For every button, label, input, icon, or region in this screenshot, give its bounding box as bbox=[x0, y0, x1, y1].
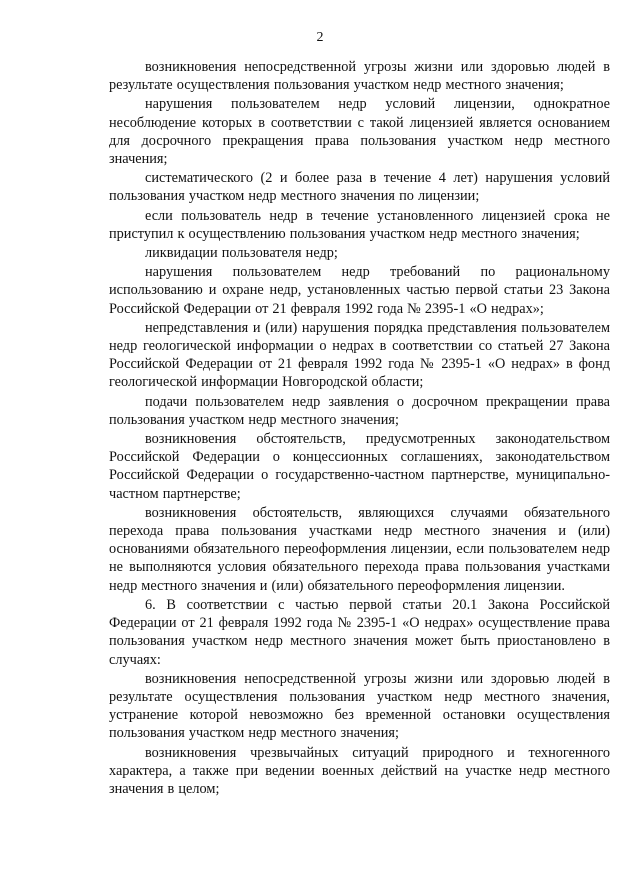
page-number: 2 bbox=[316, 30, 324, 45]
paragraph: возникновения непосредственной угрозы жизни или здоровью людей в результате осуществления пользования участком недр местного значения; bbox=[109, 59, 610, 94]
section-paragraph: 6. В соответствии с частью первой статьи 20.1 Закона Российской Федерации от 21 февраля 1992 года № 2395-1 «О недрах» осуществление права пользования участком недр местного значения может быть приостановлено в случаях: bbox=[109, 596, 610, 668]
paragraph: ликвидации пользователя недр; bbox=[145, 245, 338, 262]
paragraph: возникновения обстоятельств, предусмотренных законодательством Российской Федерации о концессионных соглашениях, законодательством Российской Федерации о государственно-частном партнерстве, муниципально-частном партнерстве; bbox=[109, 431, 610, 502]
paragraph: непредставления и (или) нарушения порядка представления пользователем недр геологической информации о недрах в соответствии со статьей 27 Закона Российской Федерации от 21 февраля 1992 года № 2395-1 «О недрах» в фонд геологической информации Новгородской области; bbox=[109, 319, 610, 391]
paragraph: если пользователь недр в течение установленного лицензией срока не приступил к осуществлению пользования участком недр местного значения; bbox=[109, 207, 610, 242]
paragraph: подачи пользователем недр заявления о досрочном прекращении права пользования участком недр местного значения; bbox=[109, 393, 610, 428]
paragraph: возникновения чрезвычайных ситуаций природного и техногенного характера, а также при ведении военных действий на участке недр местного значения в целом; bbox=[109, 744, 610, 797]
paragraph: нарушения пользователем недр требований по рациональному использованию и охране недр, установленных частью первой статьи 23 Закона Российской Федерации от 21 февраля 1992 года № 2395-1 «О недрах»; bbox=[109, 264, 610, 317]
paragraph: возникновения непосредственной угрозы жизни или здоровью людей в результате осуществления пользования участком недр местного значения, устранение которой невозможно без временной остановки осуществления пользования участком недр местного значения; bbox=[109, 670, 610, 742]
document-body bbox=[109, 58, 610, 799]
paragraph: возникновения обстоятельств, являющихся случаями обязательного перехода права пользования участками недр местного значения и (или) основаниями обязательного переоформления лицензии, если пользователем недр не выполняются условия обязательного перехода права пользования участками недр местного значения и (или) обязательного переоформления лицензии. bbox=[109, 504, 610, 594]
paragraph: систематического (2 и более раза в течение 4 лет) нарушения условий пользования участком недр местного значения по лицензии; bbox=[109, 170, 610, 205]
paragraph: нарушения пользователем недр условий лицензии, однократное несоблюдение которых в соответствии с такой лицензией является основанием для досрочного прекращения права пользования участком недр местного значения; bbox=[109, 96, 610, 168]
